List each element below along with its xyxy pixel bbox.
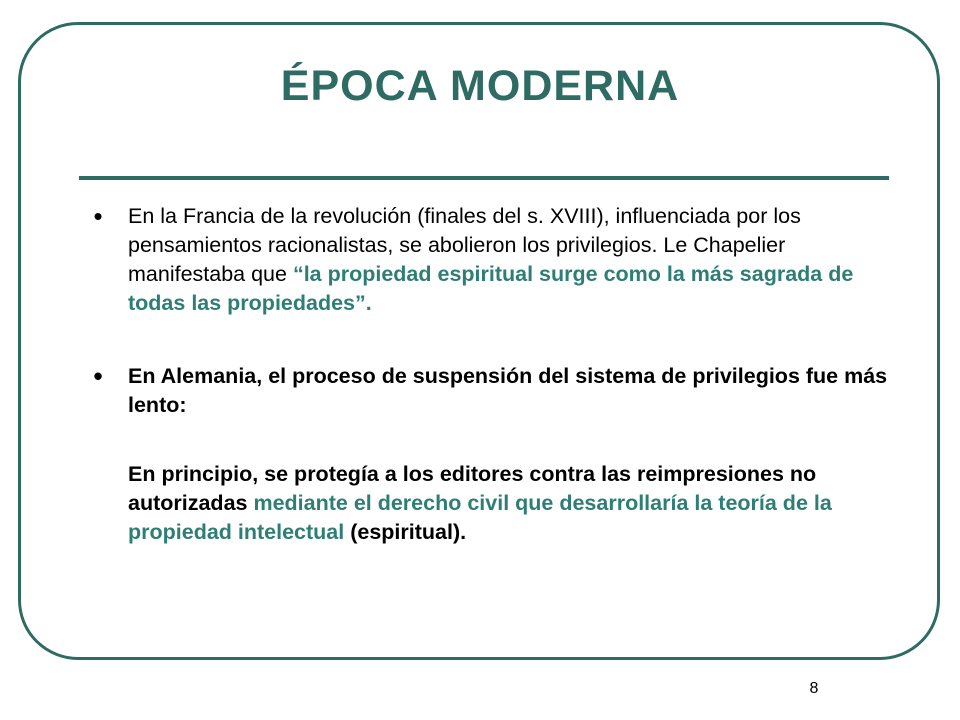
bullet-2-text: En Alemania, el proceso de suspensión del sistema de privilegios fue más lento:: [128, 364, 888, 417]
slide-title: ÉPOCA MODERNA: [280, 62, 680, 110]
sub-paragraph-text: En principio, se protegía a los editores contra las reimpresiones no autorizadas: [128, 462, 817, 515]
sub-paragraph-highlight: mediante el derecho civil que desarrollaría la teoría de la propiedad intelectual: [128, 491, 832, 544]
page-number: 8: [809, 680, 819, 697]
sub-paragraph-tail: (espiritual).: [344, 520, 467, 544]
sub-paragraph: [88, 460, 888, 547]
slide-body: [88, 202, 888, 547]
bullet-1-quote: “la propiedad espiritual surge como la más sagrada de todas las propiedades”.: [128, 262, 854, 315]
bullet-item-2: [88, 362, 888, 420]
bullet-item-1: [88, 202, 888, 318]
bullet-icon: •: [93, 201, 103, 231]
title-divider: [79, 176, 889, 180]
bullet-icon: •: [93, 361, 103, 391]
bullet-1-text: En la Francia de la revolución (finales del s. XVIII), influenciada por los pensamientos racionalistas, se abolieron los privilegios. Le Chapelier manifestaba que: [128, 204, 801, 286]
